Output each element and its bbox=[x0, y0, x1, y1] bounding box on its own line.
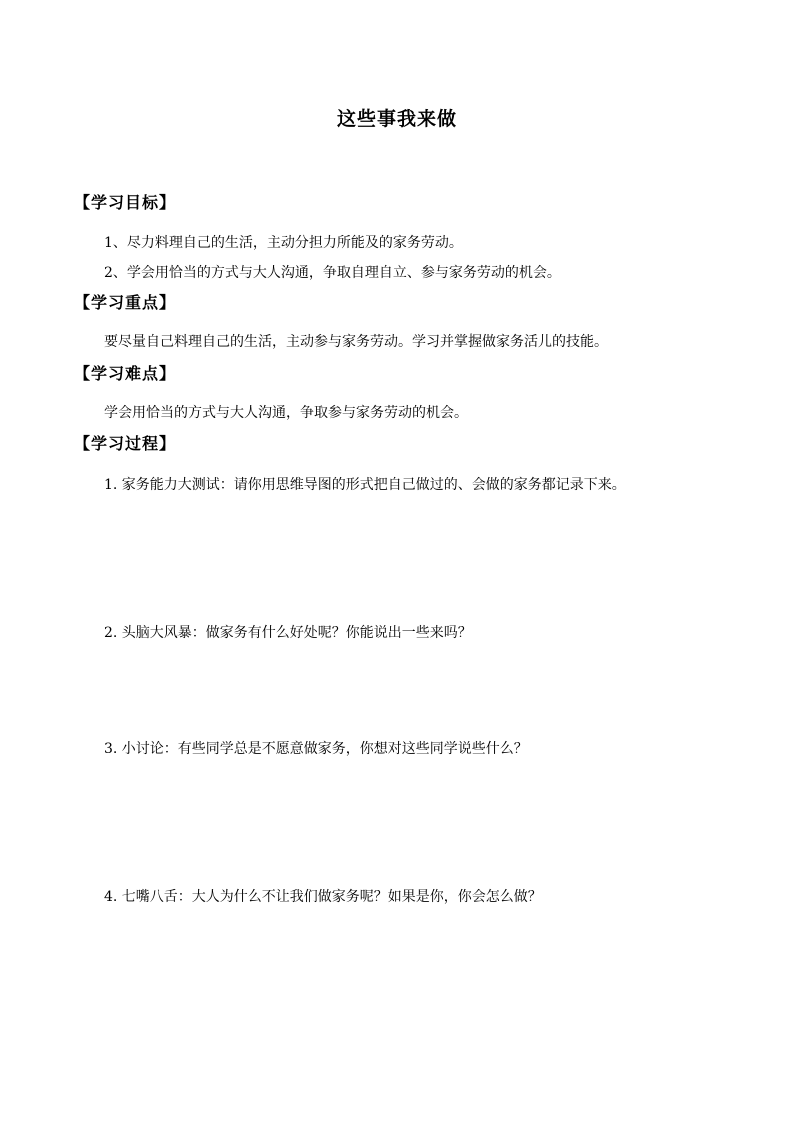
heading-difficulties: 【学习难点】 bbox=[74, 364, 177, 383]
heading-learning-process: 【学习过程】 bbox=[74, 434, 177, 453]
task-2: 2. 头脑大风暴：做家务有什么好处呢？你能说出一些来吗？ bbox=[104, 625, 472, 641]
document-title: 这些事我来做 bbox=[336, 108, 457, 130]
task-3: 3. 小讨论：有些同学总是不愿意做家务，你想对这些同学说些什么？ bbox=[104, 741, 528, 757]
heading-learning-goals: 【学习目标】 bbox=[74, 193, 177, 212]
heading-key-points: 【学习重点】 bbox=[74, 293, 177, 312]
goal-line-1: 1、尽力料理自己的生活，主动分担力所能及的家务劳动。 bbox=[104, 235, 463, 251]
goal-line-2: 2、学会用恰当的方式与大人沟通，争取自理自立、参与家务劳动的机会。 bbox=[104, 265, 561, 281]
task-1: 1. 家务能力大测试：请你用思维导图的形式把自己做过的、会做的家务都记录下来。 bbox=[104, 477, 626, 493]
difficulty-line-1: 学会用恰当的方式与大人沟通，争取参与家务劳动的机会。 bbox=[104, 405, 468, 421]
task-4: 4. 七嘴八舌：大人为什么不让我们做家务呢？如果是你，你会怎么做？ bbox=[104, 889, 542, 905]
key-point-line-1: 要尽量自己料理自己的生活，主动参与家务劳动。学习并掌握做家务活儿的技能。 bbox=[104, 334, 608, 350]
